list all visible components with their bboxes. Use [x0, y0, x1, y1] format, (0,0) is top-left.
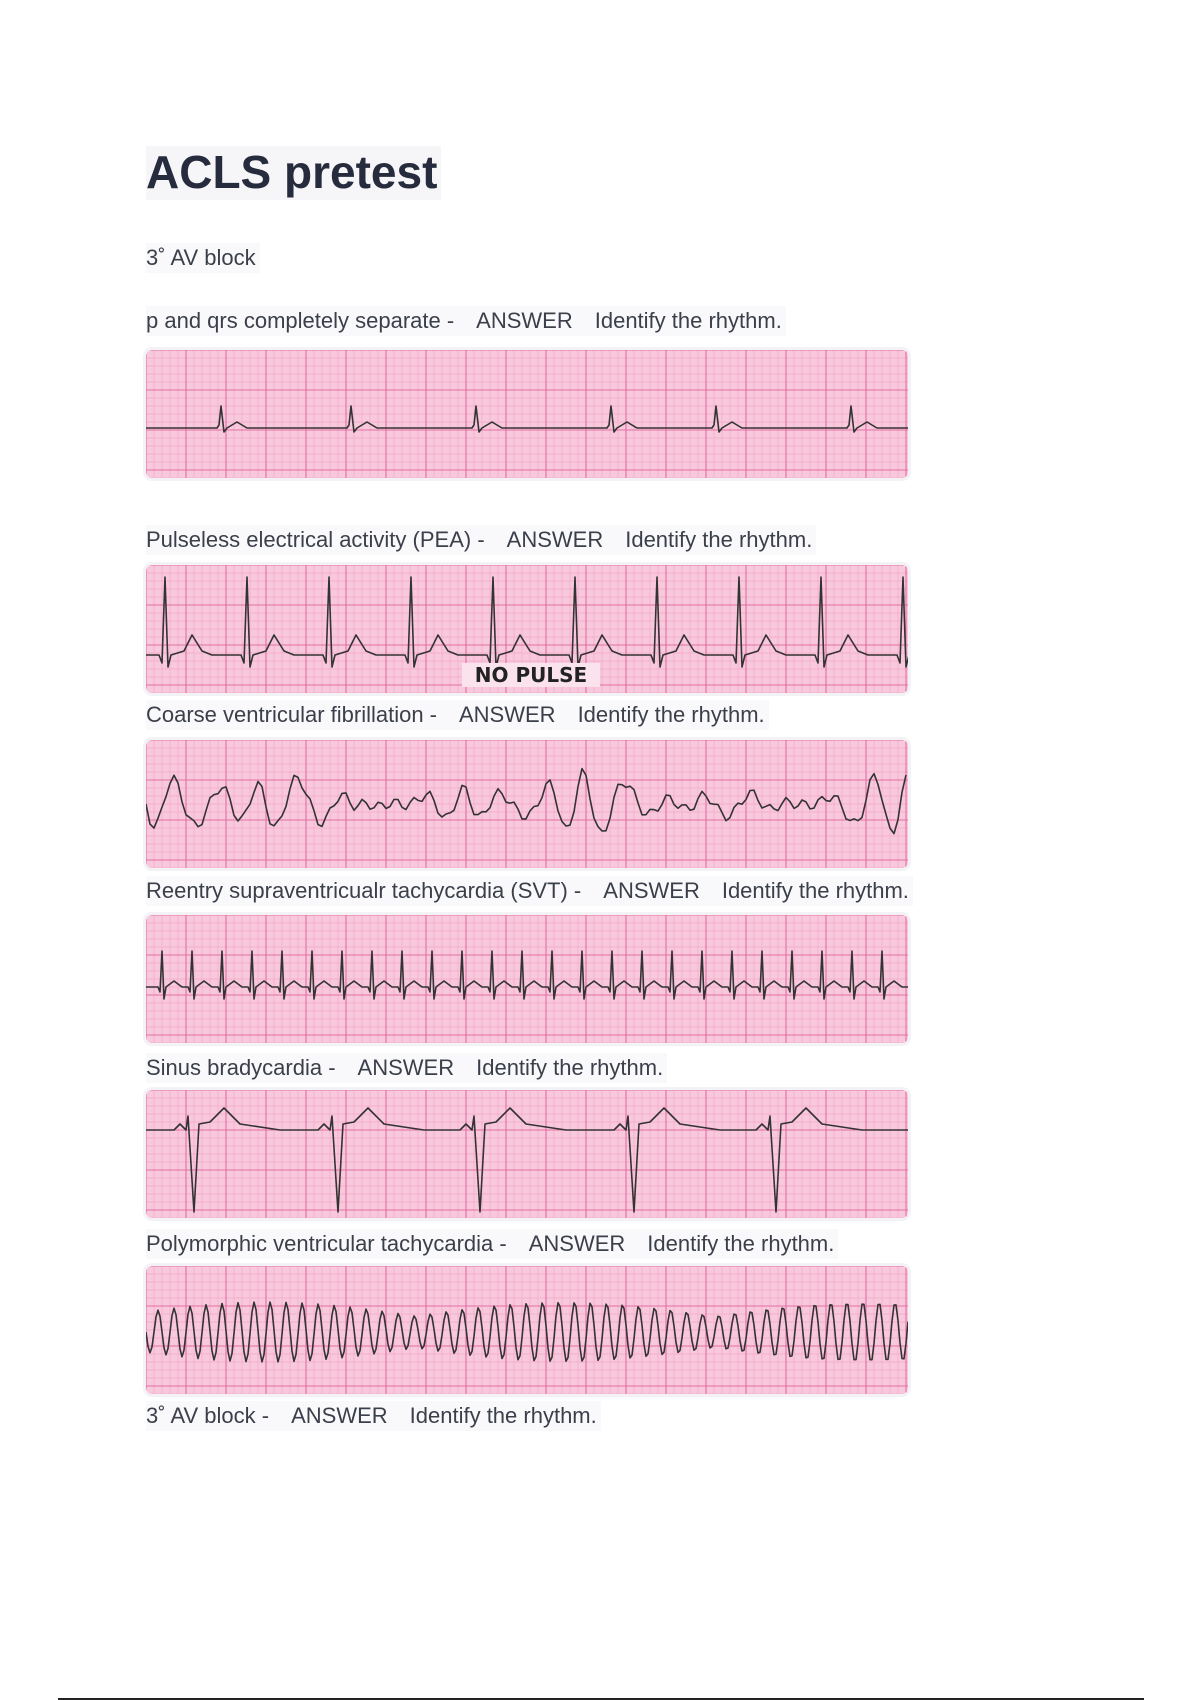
ecg-svg [146, 1266, 908, 1394]
intro-line [146, 243, 260, 273]
no-pulse-label: NO PULSE [474, 663, 588, 687]
question-text: Identify the rhythm. [409, 1403, 597, 1428]
answer-label: ANSWER [603, 878, 700, 903]
question-prompt: Pulseless electrical activity (PEA) - [146, 527, 485, 552]
question-line-5 [146, 1053, 667, 1083]
question-line-6 [146, 1229, 838, 1259]
question-text: Identify the rhythm. [647, 1231, 835, 1256]
question-line-2 [146, 525, 816, 555]
question-prompt: Reentry supraventricualr tachycardia (SVT) - [146, 878, 582, 903]
question-prompt: Polymorphic ventricular tachycardia - [146, 1231, 507, 1256]
question-line-7 [146, 1401, 601, 1431]
question-line-3 [146, 700, 769, 730]
question-prompt: Sinus bradycardia - [146, 1055, 336, 1080]
question-prompt: 3˚ AV block - [146, 1403, 270, 1428]
question-line-1 [146, 306, 786, 336]
question-line-4 [146, 876, 913, 906]
answer-label: ANSWER [528, 1231, 626, 1256]
ecg-svg [146, 1090, 908, 1218]
ecg-svg [146, 350, 908, 478]
question-text: Identify the rhythm. [577, 702, 765, 727]
ecg-strip-brady [146, 1090, 908, 1218]
question-prompt: Coarse ventricular fibrillation - [146, 702, 437, 727]
page-title: ACLS pretest [146, 146, 441, 200]
question-prompt: p and qrs completely separate - [146, 308, 455, 333]
question-text: Identify the rhythm. [594, 308, 782, 333]
ecg-strip-pea [146, 565, 908, 693]
intro-text: 3˚ AV block [146, 245, 256, 270]
answer-label: ANSWER [291, 1403, 388, 1428]
answer-label: ANSWER [357, 1055, 455, 1080]
answer-label: ANSWER [506, 527, 604, 552]
ecg-svg [146, 565, 908, 693]
answer-label: ANSWER [476, 308, 573, 333]
answer-label: ANSWER [459, 702, 556, 727]
ecg-strip-polyvt [146, 1266, 908, 1394]
ecg-strip-av-block [146, 350, 908, 478]
question-text: Identify the rhythm. [721, 878, 909, 903]
ecg-strip-svt [146, 915, 908, 1043]
ecg-strip-vfib [146, 740, 908, 868]
ecg-svg [146, 915, 908, 1043]
question-text: Identify the rhythm. [476, 1055, 664, 1080]
question-text: Identify the rhythm. [625, 527, 813, 552]
ecg-svg [146, 740, 908, 868]
